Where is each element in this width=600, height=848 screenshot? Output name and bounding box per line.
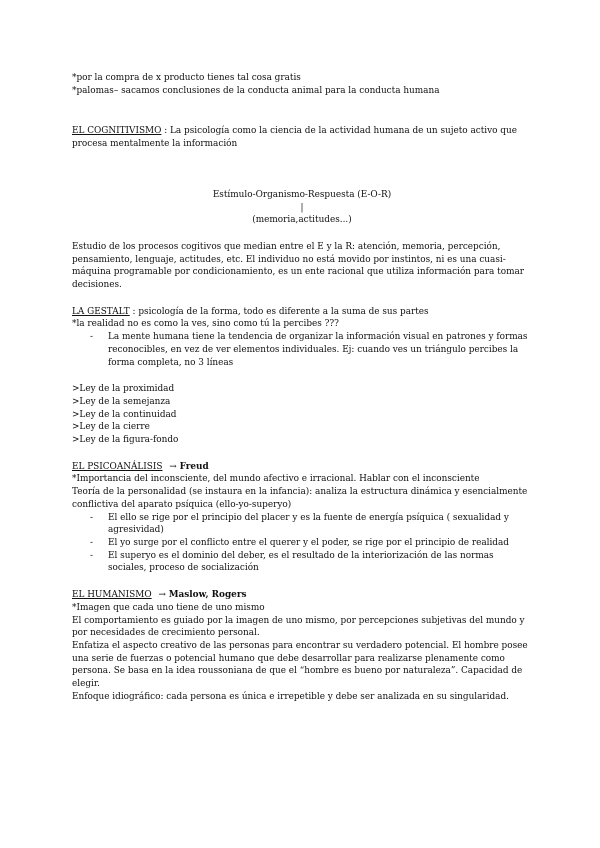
gestalt-note: *la realidad no es como la ves, sino como tú la percibes ??? [72,319,339,330]
humanismo-heading [72,589,532,602]
gestalt-title: LA GESTALT [72,306,130,317]
eor-formula [72,189,532,227]
list-item: - El ello se rige por el principio del placer y es la fuente de energía psíquica ( sexualidad y agresividad) [72,512,532,537]
humanismo-line: El comportamiento es guiado por la imagen de uno mismo, por percepciones subjetivas del mundo y por necesidades de crecimiento personal. [72,615,525,639]
intro-line-2: *palomas– sacamos conclusiones de la conducta animal para la conducta humana [72,85,440,96]
list-item: - La mente humana tiene la tendencia de organizar la información visual en patrones y formas reconocibles, en vez de ver elementos individuales. Ej: cuando ves un triángulo percibes la forma completa, no 3 líneas [72,331,532,369]
gestalt-definition: : psicología de la forma, todo es diferente a la suma de sus partes [129,306,429,317]
psicoanalisis-bullet-list [72,512,532,576]
formula-note: (memoria,actitudes...) [252,215,352,226]
arrow-icon: → [169,461,177,472]
cognitivismo-definition: : La psicología como la ciencia de la actividad humana de un sujeto activo que procesa mentalmente la información [72,126,517,150]
list-item: >Ley de la figura-fondo [72,435,179,446]
gestalt-heading [72,306,532,319]
humanismo-line: *Imagen que cada uno tiene de uno mismo [72,602,265,613]
cognitivismo-heading [72,125,532,150]
psicoanalisis-title: EL PSICOANÁLISIS [72,461,163,472]
gestalt-laws [72,383,532,447]
humanismo-title: EL HUMANISMO [72,590,152,601]
psicoanalisis-line-1: *Importancia del inconsciente, del mundo afectivo e irracional. Hablar con el inconsciente [72,474,480,485]
list-item: >Ley de la proximidad [72,384,175,395]
intro-line-1: *por la compra de x producto tienes tal cosa gratis [72,73,301,83]
psicoanalisis-author: Freud [179,461,209,472]
cognitivismo-paragraph: Estudio de los procesos cogitivos que median entre el E y la R: atención, memoria, percepción, pensamiento, lenguaje, actitudes, etc. El individuo no está movido por instintos, ni es una cuasi-máquina programable por condicionamiento, es un ente racional que utiliza información para tomar decisiones. [72,241,525,291]
arrow-icon: → [158,590,166,601]
list-item: >Ley de la continuidad [72,409,177,420]
list-item: >Ley de la cierre [72,422,150,433]
gestalt-bullet-list [72,331,532,369]
document-page [72,72,532,703]
humanismo-line: Enfatiza el aspecto creativo de las personas para encontrar su verdadero potencial. El hombre posee una serie de fuerzas o potencial humano que debe desarrollar para realizarse plenamente como persona. Se basa en la idea roussoniana de que el “hombre es bueno por naturaleza”. Capacidad de elegir. [72,640,528,690]
list-item: >Ley de la semejanza [72,396,171,407]
list-item: - El superyo es el dominio del deber, es el resultado de la interiorización de las normas sociales, proceso de socialización [72,550,532,575]
humanismo-line: Enfoque idiográfico: cada persona es única e irrepetible y debe ser analizada en su singularidad. [72,691,509,702]
formula-text: Estímulo-Organismo-Respuesta (E-O-R) [212,189,392,200]
psicoanalisis-line-2: Teoría de la personalidad (se instaura en la infancia): analiza la estructura dinámica y esencialmente conflictiva del aparato psíquica (ello-yo-superyo) [72,487,528,510]
list-item: - El yo surge por el conflicto entre el querer y el poder, se rige por el principio de realidad [72,537,532,550]
psicoanalisis-heading [72,461,532,474]
humanismo-authors: Maslow, Rogers [168,590,247,601]
formula-bar: | [300,202,304,213]
cognitivismo-title: EL COGNITIVISMO [72,126,162,137]
